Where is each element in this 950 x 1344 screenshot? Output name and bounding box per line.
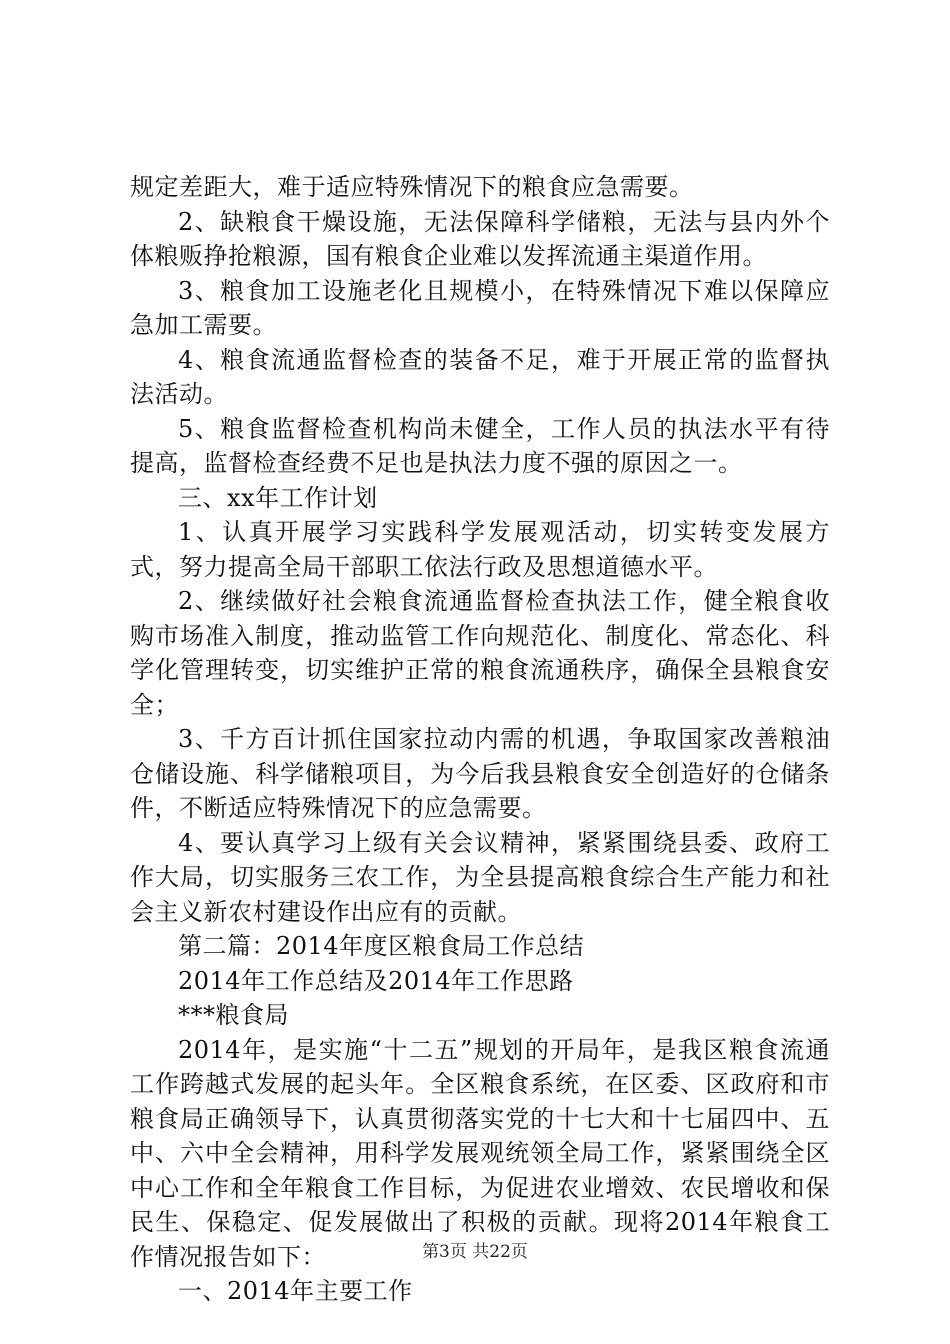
paragraph: ***粮食局	[178, 1001, 289, 1029]
paragraph: 1、认真开展学习实践科学发展观活动，切实转变发展方式，努力提高全局干部职工依法行政及思想道德水平。	[130, 518, 830, 581]
paragraph: 2、继续做好社会粮食流通监督检查执法工作，健全粮食收购市场准入制度，推动监管工作向规范化、制度化、常态化、科学化管理转变，切实维护正常的粮食流通秩序，确保全县粮食安全；	[130, 587, 830, 719]
document-body	[130, 170, 830, 1309]
paragraph: 三、xx年工作计划	[178, 483, 378, 512]
paragraph: 4、粮食流通监督检查的装备不足，难于开展正常的监督执法活动。	[130, 345, 830, 408]
paragraph: 第二篇：2014年度区粮食局工作总结	[178, 932, 585, 960]
page-footer: 第3页 共22页	[422, 1242, 528, 1262]
paragraph: 3、粮食加工设施老化且规模小，在特殊情况下难以保障应急加工需要。	[130, 276, 830, 339]
paragraph: 2、缺粮食干燥设施，无法保障科学储粮，无法与县内外个体粮贩挣抢粮源，国有粮食企业难以发挥流通主渠道作用。	[130, 207, 830, 270]
paragraph: 4、要认真学习上级有关会议精神，紧紧围绕县委、政府工作大局，切实服务三农工作，为全县提高粮食综合生产能力和社会主义新农村建设作出应有的贡献。	[130, 828, 830, 926]
paragraph: 规定差距大，难于适应特殊情况下的粮食应急需要。	[130, 173, 694, 201]
paragraph: 5、粮食监督检查机构尚未健全，工作人员的执法水平有待提高，监督检查经费不足也是执法力度不强的原因之一。	[130, 414, 830, 477]
paragraph: 2014年工作总结及2014年工作思路	[178, 966, 574, 995]
paragraph: 3、千方百计抓住国家拉动内需的机遇，争取国家改善粮油仓储设施、科学储粮项目，为今后我县粮食安全创造好的仓储条件，不断适应特殊情况下的应急需要。	[130, 725, 830, 822]
paragraph: 一、2014年主要工作	[178, 1277, 413, 1305]
paragraph: 2014年，是实施“十二五”规划的开局年，是我区粮食流通工作跨越式发展的起头年。全区粮食系统，在区委、区政府和市粮食局正确领导下，认真贯彻落实党的十七大和十七届四中、五中、六中全会精神，用科学发展观统领全局工作，紧紧围绕全区中心工作和全年粮食工作目标，为促进农业增效、农民增收和保民生、保稳定、促发展做出了积极的贡献。现将2014年粮食工作情况报告如下：	[130, 1035, 830, 1271]
